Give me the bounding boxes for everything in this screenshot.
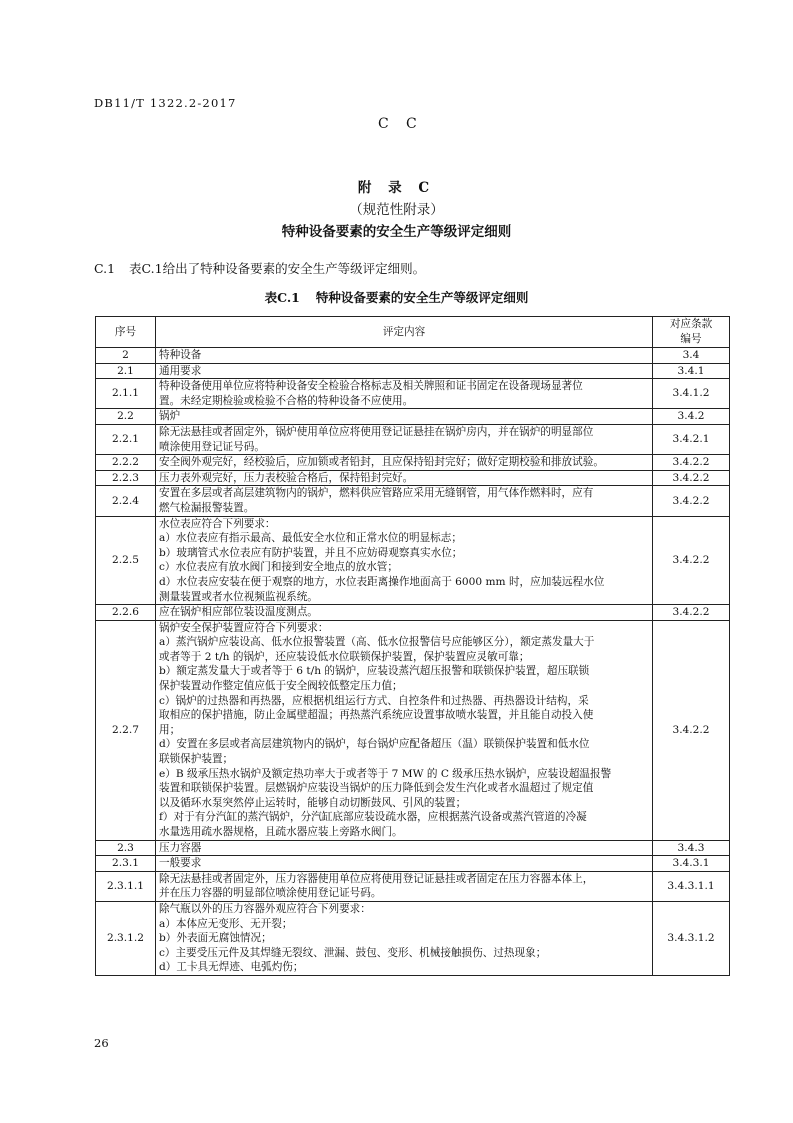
row-number: 2.2.3 [96,470,156,486]
row-content [156,455,653,471]
table-row [96,424,730,454]
content-line: 置。未经定期检验或检验不合格的特种设备不应使用。 [159,394,414,407]
appendix-nature: （规范性附录） [349,202,444,218]
row-clause-ref: 3.4.2.2 [653,455,730,471]
row-content [156,871,653,901]
appendix-name: 特种设备要素的安全生产等级评定细则 [281,224,512,240]
row-clause-ref: 3.4.2.2 [653,516,730,605]
row-clause-ref: 3.4.2.2 [653,470,730,486]
table-row [96,486,730,516]
row-number: 2.2.1 [96,424,156,454]
content-line: 锅炉 [159,410,181,423]
row-clause-ref: 3.4.2 [653,409,730,425]
row-clause-ref: 3.4.1.2 [653,379,730,409]
row-content [156,348,653,364]
content-line: f）对于有分汽缸的蒸汽锅炉，分汽缸底部应装设疏水器，应根据蒸汽设备或蒸汽管道的冷凝 [159,811,587,824]
page-number: 26 [94,1036,109,1050]
content-line: a）水位表应有指示最高、最低安全水位和正常水位的明显标志； [159,532,462,545]
table-row [96,455,730,471]
table-row [96,856,730,872]
table-row [96,840,730,856]
row-number: 2.1 [96,363,156,379]
content-line: 安置在多层或者高层建筑物内的锅炉，燃料供应管路应采用无缝钢管，用气体作燃料时，应有 [159,487,594,500]
header-marks [378,116,434,132]
row-content [156,470,653,486]
content-line: 水位表应符合下列要求： [159,517,276,530]
table-row [96,871,730,901]
content-line: 压力表外观完好，压力表校验合格后，保持铅封完好。 [159,471,414,484]
content-line: d）工卡具无焊迹、电弧灼伤； [159,961,304,974]
intro-text: 表C.1给出了特种设备要素的安全生产等级评定细则。 [129,261,426,276]
row-number: 2.2.6 [96,605,156,621]
table-row [96,901,730,975]
header-mark: C [378,116,389,132]
row-content [156,424,653,454]
content-line: 应在锅炉相应部位装设温度测点。 [159,606,318,619]
row-content [156,901,653,975]
row-number: 2.3.1.1 [96,871,156,901]
content-line: 除无法悬挂或者固定外，锅炉使用单位应将使用登记证悬挂在锅炉房内，并在锅炉的明显部位 [159,425,594,438]
content-line: 通用要求 [159,364,202,377]
row-content [156,856,653,872]
content-line: 并在压力容器的明显部位喷涂使用登记证号码。 [159,887,382,900]
row-number: 2.3.1.2 [96,901,156,975]
header-ref-line: 对应条款 [669,318,713,331]
content-line: c）锅炉的过热器和再热器，应根据机组运行方式、自控条件和过热器、再热器设计结构，采 [159,694,589,707]
intro-number: C.1 [94,261,116,276]
table-caption-number: 表C.1 [264,290,300,305]
content-line: d）水位表应安装在便于观察的地方，水位表距离操作地面高于 6000 mm 时，应加装远程水位 [159,575,605,588]
row-number: 2.2.2 [96,455,156,471]
evaluation-table [95,316,730,976]
table-row [96,363,730,379]
row-clause-ref: 3.4.3.1.1 [653,871,730,901]
content-line: c）主要受压元件及其焊缝无裂纹、泄漏、鼓包、变形、机械接触损伤、过热现象； [159,946,547,959]
row-number: 2.3 [96,840,156,856]
header-ref [653,317,730,348]
row-content [156,409,653,425]
row-number: 2.2 [96,409,156,425]
row-number: 2.3.1 [96,856,156,872]
appendix-title: 附 录 C [357,180,436,196]
table-row [96,409,730,425]
content-line: 联锁保护装置； [159,753,234,766]
table-row [96,605,730,621]
row-clause-ref: 3.4.3.1 [653,856,730,872]
content-line: b）玻璃管式水位表应有防护装置，并且不应妨碍观察真实水位； [159,546,463,559]
row-number: 2.2.4 [96,486,156,516]
content-line: 特种设备使用单位应将特种设备安全检验合格标志及相关牌照和证书固定在设备现场显著位 [159,380,583,393]
content-line: 以及循环水泵突然停止运转时，能够自动切断鼓风、引风的装置； [159,796,467,809]
row-content [156,516,653,605]
content-line: b）额定蒸发量大于或者等于 6 t/h 的锅炉，应装设蒸汽超压报警和联锁保护装置，超压联锁 [159,665,590,678]
table-row [96,620,730,840]
row-content [156,620,653,840]
table-row [96,348,730,364]
row-clause-ref: 3.4.2.2 [653,620,730,840]
content-line: b）外表面无腐蚀情况； [159,932,272,945]
row-number: 2.2.5 [96,516,156,605]
content-line: a）蒸汽锅炉应装设高、低水位报警装置（高、低水位报警信号应能够区分），额定蒸发量大于 [159,636,595,649]
content-line: 装置和联锁保护装置。层燃锅炉应装设当锅炉的压力降低到会发生汽化或者水温超过了规定值 [159,782,594,795]
row-clause-ref: 3.4.3.1.2 [653,901,730,975]
row-clause-ref: 3.4.2.2 [653,605,730,621]
row-content [156,379,653,409]
table-caption [0,288,793,306]
content-line: 除无法悬挂或者固定外，压力容器使用单位应将使用登记证悬挂或者固定在压力容器本体上， [159,872,594,885]
table-row [96,470,730,486]
content-line: 压力容器 [159,841,202,854]
row-clause-ref: 3.4.3 [653,840,730,856]
content-line: c）水位表应有放水阀门和接到安全地点的放水管； [159,561,398,574]
header-content: 评定内容 [156,317,653,348]
table-row [96,516,730,605]
row-clause-ref: 3.4.1 [653,363,730,379]
row-number: 2.1.1 [96,379,156,409]
header-no: 序号 [96,317,156,348]
content-line: 特种设备 [159,349,202,361]
row-number: 2.2.7 [96,620,156,840]
content-line: 水量选用疏水器规格，且疏水器应装上旁路水阀门。 [159,826,403,838]
content-line: 保护装置动作整定值应低于安全阀较低整定压力值； [159,680,403,693]
content-line: e）B 级承压热水锅炉及额定热功率大于或者等于 7 MW 的 C 级承压热水锅炉，应装设超温报警 [159,767,612,780]
table-caption-text: 特种设备要素的安全生产等级评定细则 [315,290,529,305]
document-id: DB11/T 1322.2-2017 [94,96,237,110]
table-row [96,379,730,409]
content-line: d）安置在多层或者高层建筑物内的锅炉，每台锅炉应配备超压（温）联锁保护装置和低水位 [159,738,590,751]
table-header-row [96,317,730,348]
row-clause-ref: 3.4.2.1 [653,424,730,454]
header-mark: C [406,116,417,132]
row-clause-ref: 3.4 [653,348,730,364]
content-line: 用； [159,723,181,736]
content-line: 或者等于 2 t/h 的锅炉，还应装设低水位联锁保护装置，保护装置应灵敏可靠； [159,650,530,663]
intro-paragraph [94,259,425,277]
row-content [156,840,653,856]
content-line: 喷涂使用登记证号码。 [159,440,265,453]
content-line: 取相应的保护措施，防止金属壁超温；再热蒸汽系统应设置事故喷水装置，并且能自动投入使 [159,709,594,722]
content-line: a）本体应无变形、无开裂； [159,917,293,930]
row-content [156,486,653,516]
row-content [156,605,653,621]
content-line: 锅炉安全保护装置应符合下列要求： [159,621,329,634]
content-line: 一般要求 [159,857,202,870]
content-line: 测量装置或者水位视频监视系统。 [159,590,318,603]
content-line: 除气瓶以外的压力容器外观应符合下列要求： [159,902,371,915]
row-clause-ref: 3.4.2.2 [653,486,730,516]
row-content [156,363,653,379]
header-ref-line: 编号 [680,333,702,345]
content-line: 燃气检漏报警装置。 [159,501,255,514]
content-line: 安全阀外观完好，经校验后，应加锁或者铅封，且应保持铅封完好；做好定期校验和排放试验。 [159,456,604,469]
row-number: 2 [96,348,156,364]
